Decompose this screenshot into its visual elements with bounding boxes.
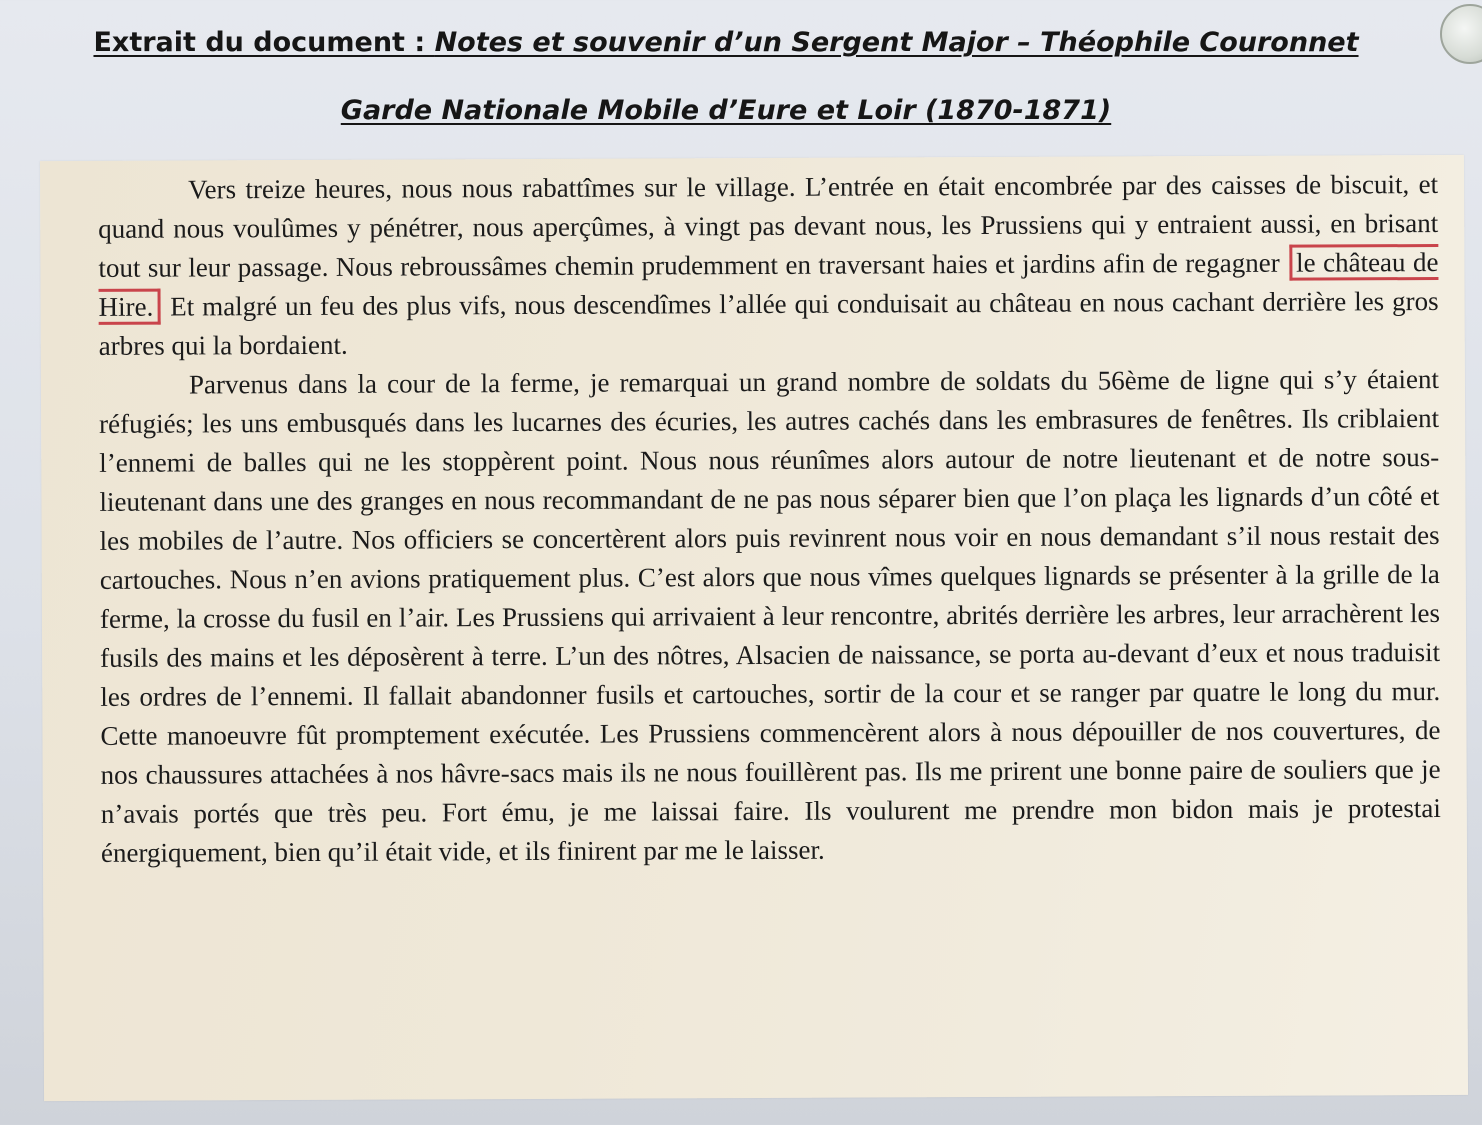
- excerpt-sheet: [40, 155, 1468, 1101]
- title-work: Notes et souvenir d’un Sergent Major – Théophile Couronnet: [434, 27, 1359, 58]
- paragraph-1-start: Vers treize heures, nous nous rabattîmes sur le village. L’entrée en était encombrée par des caisses de biscuit, et quand nous voulûmes y pénétrer, nous aperçûmes, à vingt pas devant nous, les Prussiens qui y entraient aussi, en brisant tout sur leur passage. Nous rebroussâmes chemin prudemment en traversant haies et jardins afin de regagner: [98, 169, 1439, 283]
- paragraph-1: [98, 165, 1439, 366]
- document-title: [0, 27, 1467, 58]
- title-prefix: Extrait du document :: [93, 27, 435, 58]
- document-subtitle: [0, 95, 1467, 126]
- subtitle-text: Garde Nationale Mobile d’Eure et Loir (1870-1871): [340, 95, 1112, 126]
- paragraph-1-end: Et malgré un feu des plus vifs, nous descendîmes l’allée qui conduisait au château en nous cachant derrière les gros arbres qui la bordaient.: [98, 286, 1439, 361]
- highlighted-place: le château de Hire.: [99, 244, 1439, 325]
- paragraph-2: Parvenus dans la cour de la ferme, je remarquai un grand nombre de soldats du 56ème de ligne qui s’y étaient réfugiés; les uns embusqués dans les lucarnes des écuries, les autres cachés dans les embrasures de fenêtres. Ils criblaient l’ennemi de balles qui ne les stoppèrent point. Nous nous réunîmes alors autour de notre lieutenant et de notre sous-lieutenant dans une des granges en nous recommandant de ne pas nous séparer bien que l’on plaça les lignards d’un côté et les mobiles de l’autre. Nos officiers se concertèrent alors puis revinrent nous voir en nous demandant s’il nous restait des cartouches. Nous n’en avions pratiquement plus. C’est alors que nous vîmes quelques lignards se présenter à la grille de la ferme, la crosse du fusil en l’air. Les Prussiens qui arrivaient à leur rencontre, abrités derrière les arbres, leur arrachèrent les fusils des mains et les déposèrent à terre. L’un des nôtres, Alsacien de naissance, se porta au-devant d’eux et nous traduisit les ordres de l’ennemi. Il fallait abandonner fusils et cartouches, sortir de la cour et se ranger par quatre le long du mur. Cette manoeuvre fût promptement exécutée. Les Prussiens commencèrent alors à nous dépouiller de nos couvertures, de nos chaussures attachées à nos hâvre-sacs mais ils ne nous fouillèrent pas. Ils me prirent une bonne paire de souliers que je n’avais portés que très peu. Fort ému, je me laissai faire. Ils voulurent me prendre mon bidon mais je protestai énergiquement, bien qu’il était vide, et ils finirent par me le laisser.: [99, 364, 1441, 868]
- excerpt-body: [98, 165, 1441, 873]
